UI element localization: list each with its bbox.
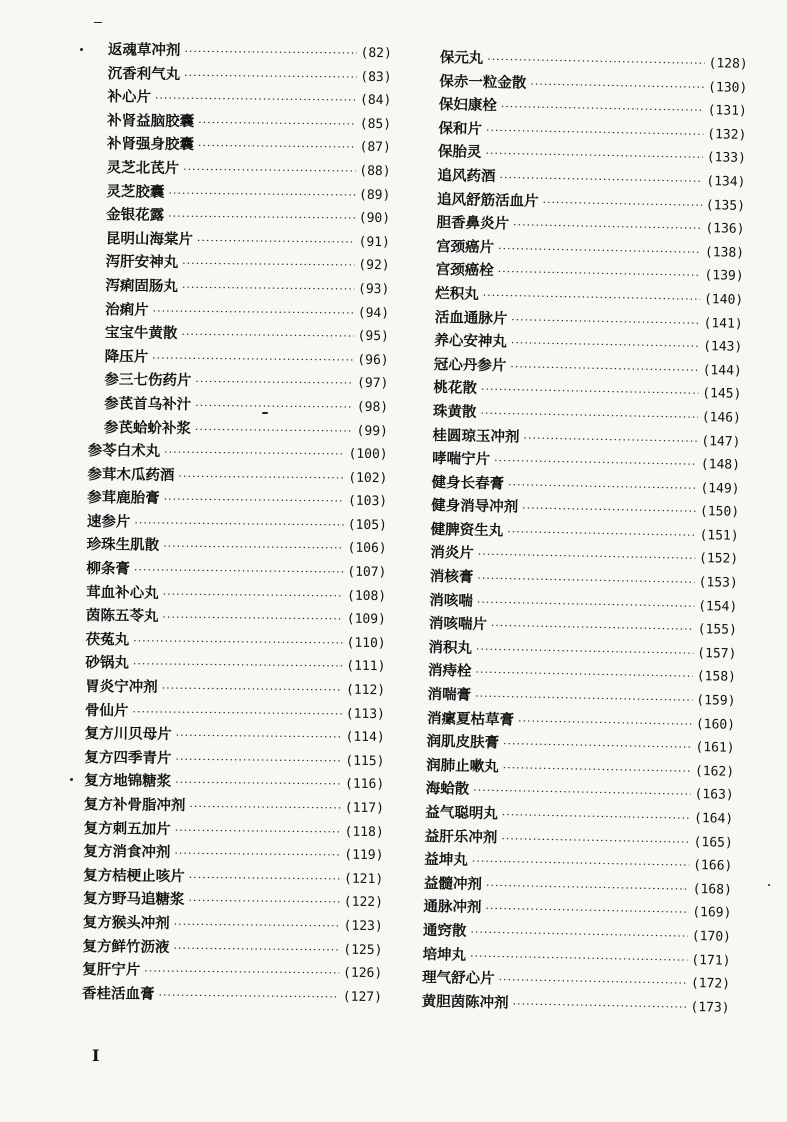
dot-leader [189,795,341,820]
toc-entry-title: 保元丸 [439,48,484,67]
scan-speck [768,884,770,886]
toc-entry-title: 补肾益脑胶囊 [107,111,195,130]
toc-entry-title: 消咳喘 [429,591,474,610]
toc-entry-title: 补心片 [107,88,151,106]
dot-leader [195,394,353,419]
toc-entry-page-number: (153) [698,575,738,591]
dot-leader [134,511,344,537]
toc-entry-title: 金银花露 [106,206,165,224]
toc-entry-page-number: (144) [702,362,742,379]
toc-entry-title: 参茸鹿胎膏 [87,489,160,508]
toc-entry [91,109,391,136]
toc-entry [90,227,390,254]
toc-entry-title: 骨仙片 [84,701,129,720]
toc-entry-page-number: (110) [346,635,386,651]
toc-entry-title: 通窍散 [422,921,467,940]
toc-entry-page-number: (116) [344,777,385,793]
toc-entry-title: 返魂草冲剂 [107,41,181,59]
toc-entry-page-number: (164) [693,811,734,827]
toc-entry-title: 保妇康栓 [438,96,498,115]
toc-entry-title: 益气聪明丸 [425,803,498,823]
dot-leader [508,473,697,500]
toc-entry [82,935,382,962]
toc-entry [89,274,389,301]
dot-leader [511,332,700,359]
toc-entry-title: 降压片 [104,347,149,366]
dot-leader [176,724,342,749]
toc-entry-title: 追风药酒 [437,166,496,186]
toc-entry-title: 复方野马追糖浆 [82,890,185,909]
toc-entry-page-number: (162) [694,763,735,780]
toc-entry [84,769,384,796]
toc-entry [85,699,385,726]
toc-entry-title: 哮喘宁片 [431,450,491,469]
toc-entry-title: 海蛤散 [425,780,470,799]
dot-leader [507,520,696,547]
dot-leader [153,299,354,325]
toc-entry-title: 柳条膏 [86,560,131,578]
toc-entry-page-number: (131) [707,103,747,120]
toc-entry-page-number: (102) [348,470,388,486]
dot-leader [502,756,691,783]
dot-leader [503,733,692,760]
toc-entry-title: 益坤丸 [424,851,469,869]
toc-entry-page-number: (88) [359,163,391,180]
toc-entry-title: 复方鲜竹沥液 [82,937,170,956]
toc-entry-page-number: (111) [346,659,386,675]
toc-entry-page-number: (159) [696,693,736,709]
dot-leader [522,497,696,524]
toc-entry [89,298,389,325]
toc-entry-page-number: (149) [700,480,740,497]
toc-entry-page-number: (119) [344,847,384,864]
toc-entry-title: 消咳喘片 [428,615,488,634]
toc-entry-page-number: (84) [359,92,392,109]
scan-speck [80,48,83,51]
toc-entry-page-number: (100) [348,446,388,463]
dot-leader [518,709,692,736]
toc-entry-page-number: (154) [698,598,738,615]
toc-entry-page-number: (121) [343,871,384,887]
toc-entry-title: 润肌皮肤膏 [426,733,500,752]
toc-entry-title: 理气舒心片 [421,968,495,988]
toc-entry [86,604,386,631]
toc-entry-page-number: (112) [345,682,386,699]
toc-entry-title: 泻痢固肠丸 [105,277,178,295]
dot-leader [501,827,690,854]
toc-entry-title: 珍珠生肌散 [86,536,160,555]
toc-entry-title: 参苓白术丸 [87,442,161,460]
toc-entry-title: 培坤丸 [422,945,467,964]
toc-entry-title: 砂锅丸 [85,654,130,672]
toc-entry-page-number: (98) [356,399,389,416]
toc-entry-page-number: (150) [699,504,740,521]
dot-leader [198,111,356,136]
toc-entry-page-number: (117) [344,800,385,817]
toc-entry-title: 烂积丸 [435,284,479,303]
toc-entry-page-number: (172) [690,976,731,992]
toc-entry [88,368,388,395]
dot-leader [163,582,344,607]
scan-speck [262,412,268,414]
toc-entry-page-number: (127) [342,989,383,1005]
toc-entry-title: 参芪蛤蚧补浆 [103,418,192,437]
toc-entry [88,415,388,442]
dot-leader [181,323,353,348]
page-number-mark: I [92,1046,100,1065]
toc-entry-title: 复方四季青片 [84,748,172,767]
toc-entry-title: 胆香鼻炎片 [436,214,510,233]
dot-leader [512,992,686,1019]
dot-leader [182,252,354,277]
toc-entry-page-number: (158) [696,669,737,686]
toc-entry-title: 香桂活血膏 [81,984,155,1003]
toc-entry [89,321,389,348]
toc-entry-title: 复方消食冲剂 [83,843,171,862]
toc-entry [87,533,387,560]
toc-entry-title: 养心安神丸 [434,332,507,351]
scan-speck [94,22,102,23]
toc-entry-title: 宫颈癌片 [435,237,495,256]
toc-entry-title: 茸血补心丸 [86,583,159,602]
toc-entry [92,38,392,65]
toc-entry-title: 参芪首乌补汁 [104,395,192,413]
toc-entry-page-number: (103) [347,493,388,510]
toc-entry-page-number: (168) [692,881,732,898]
dot-leader [144,960,339,986]
dot-leader [198,134,356,159]
dot-leader [133,629,343,655]
toc-entry-title: 健脾资生丸 [430,520,504,540]
dot-leader [173,936,339,961]
toc-entry [88,392,388,419]
toc-entry-title: 复方刺五加片 [83,819,171,838]
toc-entry-page-number: (95) [357,328,389,345]
toc-entry-page-number: (118) [344,824,384,840]
toc-entry [90,203,390,230]
toc-entry-title: 宫颈癌栓 [435,261,494,280]
scan-speck [70,778,73,781]
dot-leader [511,308,700,335]
toc-entry-page-number: (130) [707,79,748,96]
toc-entry-title: 消核膏 [429,567,474,586]
toc-entry-page-number: (138) [704,244,745,261]
toc-entry-page-number: (107) [347,564,387,581]
toc-entry-title: 复方猴头冲剂 [82,913,170,932]
dot-leader [183,158,355,183]
toc-entry-page-number: (157) [697,645,737,662]
toc-entry [86,581,386,608]
toc-entry-page-number: (171) [691,952,731,969]
dot-leader [164,488,345,513]
toc-entry-page-number: (89) [358,187,391,203]
toc-entry-title: 冠心丹参片 [433,355,507,375]
toc-entry-title: 桂圆琼玉冲剂 [432,426,520,446]
toc-entry-page-number: (155) [697,622,737,639]
toc-entry [85,722,385,749]
toc-entry-page-number: (87) [359,140,391,156]
dot-leader [542,191,702,218]
dot-leader [164,441,345,466]
dot-leader [174,913,340,938]
dot-leader [162,606,343,631]
toc-entry [85,651,385,678]
toc-entry-page-number: (139) [704,268,744,285]
toc-right-column [421,46,748,1019]
toc-entry-page-number: (108) [346,588,387,604]
dot-leader [195,370,353,395]
dot-leader [178,465,344,490]
dot-leader [175,771,341,796]
dot-leader [168,205,355,231]
toc-entry [91,132,391,159]
dot-leader [168,181,355,207]
toc-entry [90,250,390,277]
dot-leader [498,968,687,995]
toc-entry-title: 消痔栓 [427,662,472,681]
toc-entry [90,180,390,207]
dot-leader [174,842,340,867]
toc-entry-title: 灵芝北芪片 [106,159,180,177]
toc-entry-title: 参茸木瓜药酒 [87,465,175,484]
toc-entry-page-number: (94) [357,305,390,321]
toc-entry [82,958,382,985]
toc-entry [86,628,386,655]
toc-entry-title: 益髓冲剂 [423,874,483,893]
toc-entry [84,746,384,773]
toc-entry-page-number: (128) [708,56,748,72]
toc-entry-title: 通脉冲剂 [423,898,482,917]
toc-entry-page-number: (169) [692,905,732,922]
toc-entry-page-number: (152) [698,551,739,568]
toc-entry-page-number: (114) [345,729,385,746]
dot-leader [513,214,702,241]
toc-entry-title: 茯菟丸 [85,630,130,649]
toc-entry-title: 茵陈五苓丸 [85,607,159,625]
dot-leader [184,40,356,65]
toc-entry [88,439,388,466]
toc-entry-title: 复肝宁片 [82,961,141,979]
toc-entry-page-number: (165) [693,834,733,851]
toc-entry-page-number: (147) [701,433,741,450]
dot-leader [155,87,356,113]
toc-entry-page-number: (146) [701,410,742,426]
toc-entry-title: 消积丸 [428,638,473,657]
toc-entry-page-number: (92) [358,258,390,274]
toc-entry-title: 复方桔梗止咳片 [83,866,185,885]
toc-entry-title: 活血通脉片 [434,308,508,327]
toc-entry-title: 昆明山海棠片 [105,229,193,248]
toc-entry-page-number: (166) [693,858,733,874]
toc-entry-page-number: (97) [357,376,389,392]
toc-entry-page-number: (122) [343,895,384,911]
dot-leader [197,229,355,254]
toc-entry-page-number: (85) [359,116,392,132]
toc-entry-title: 速参片 [86,512,131,531]
toc-entry-title: 润肺止嗽丸 [426,756,499,776]
toc-entry-page-number: (173) [690,999,730,1016]
toc-entry [83,864,383,891]
toc-entry [92,62,392,89]
toc-entry-page-number: (91) [358,234,390,250]
toc-entry-title: 黄胆茵陈冲剂 [421,992,509,1012]
dot-leader [152,346,353,372]
dot-leader [189,866,341,891]
toc-entry-page-number: (82) [360,45,392,62]
toc-entry-page-number: (135) [705,197,746,214]
dot-leader [133,653,343,679]
toc-entry-title: 保和片 [438,119,483,138]
toc-entry-page-number: (90) [358,210,391,227]
dot-leader [134,559,344,585]
toc-entry-page-number: (126) [342,965,383,982]
toc-entry-title: 追风舒筋活血片 [436,190,539,210]
toc-entry [87,510,387,537]
toc-entry-title: 消瘰夏枯草膏 [426,709,515,729]
toc-entry-page-number: (163) [694,787,734,804]
toc-entry-title: 灵芝胶囊 [106,182,165,201]
dot-leader [163,535,344,560]
toc-entry-title: 宝宝牛黄散 [104,324,178,343]
toc-entry-page-number: (105) [347,517,387,533]
toc-entry-title: 治痢片 [105,300,149,319]
toc-entry-page-number: (141) [703,315,743,332]
toc-entry-page-number: (113) [345,706,386,722]
toc-entry-title: 复方地锦糖浆 [84,772,172,791]
toc-entry-page-number: (99) [356,423,388,439]
toc-entry [91,85,391,112]
toc-entry-page-number: (106) [347,541,387,557]
toc-entry [84,817,384,844]
toc-entry [83,840,383,867]
toc-entry-page-number: (160) [695,716,736,733]
dot-leader [188,889,340,914]
toc-entry [87,463,387,490]
toc-entry-page-number: (123) [343,918,383,935]
dot-leader [523,426,697,453]
toc-entry [84,793,384,820]
toc-entry-title: 消炎片 [430,544,474,563]
toc-entry-page-number: (96) [357,352,389,368]
toc-entry-title: 保赤一粒金散 [439,72,527,92]
toc-entry-title: 参三七伤药片 [104,371,192,390]
toc-entry-title: 益肝乐冲剂 [424,827,498,846]
toc-entry-title: 珠黄散 [432,402,477,421]
dot-leader [158,983,339,1008]
toc-entry-page-number: (140) [703,292,744,308]
toc-entry-title: 消喘膏 [427,685,472,704]
dot-leader [530,72,704,99]
toc-entry [82,982,382,1009]
toc-entry-page-number: (148) [700,457,741,473]
toc-entry-page-number: (134) [706,174,746,190]
toc-entry-page-number: (161) [695,740,735,757]
toc-entry-title: 健身消导冲剂 [431,497,519,516]
dot-leader [502,803,691,830]
toc-entry-title: 保胎灵 [437,143,482,162]
toc-entry-title: 泻肝安神丸 [105,253,179,272]
dot-leader [162,677,343,702]
toc-entry-page-number: (125) [343,942,383,958]
toc-entry-title: 胃炎宁冲剂 [85,677,158,696]
dot-leader [132,700,342,726]
toc-entry [87,486,387,513]
toc-entry [83,911,383,938]
toc-entry-page-number: (151) [699,527,739,544]
toc-entry-page-number: (115) [345,753,385,769]
toc-entry-title: 健身长春膏 [431,473,505,492]
toc-entry-page-number: (143) [702,339,743,355]
toc-entry-page-number: (83) [360,69,392,85]
toc-entry-title: 桃花散 [433,379,478,398]
toc-entry-title: 补肾强身胶囊 [106,135,194,154]
dot-leader [175,819,341,844]
dot-leader [510,355,699,382]
toc-entry-page-number: (145) [702,386,742,403]
toc-entry [91,156,391,183]
toc-left-column [82,38,392,1008]
toc-entry-title: 复方补骨脂冲剂 [83,795,186,815]
toc-entry-page-number: (109) [346,611,387,628]
toc-entry-title: 复方川贝母片 [84,725,172,744]
toc-entry-page-number: (132) [707,126,747,143]
toc-entry-page-number: (93) [357,281,390,298]
toc-entry-page-number: (133) [706,150,747,167]
toc-entry [85,675,385,702]
toc-entry [83,887,383,914]
toc-entry-page-number: (136) [705,221,745,238]
dot-leader [184,64,356,89]
dot-leader [182,276,354,301]
dot-leader [195,418,353,443]
dot-leader [175,748,341,773]
toc-entry-page-number: (170) [691,928,732,945]
toc-entry [89,345,389,372]
toc-entry [86,557,386,584]
toc-entry-title: 沉香利气丸 [107,64,181,83]
